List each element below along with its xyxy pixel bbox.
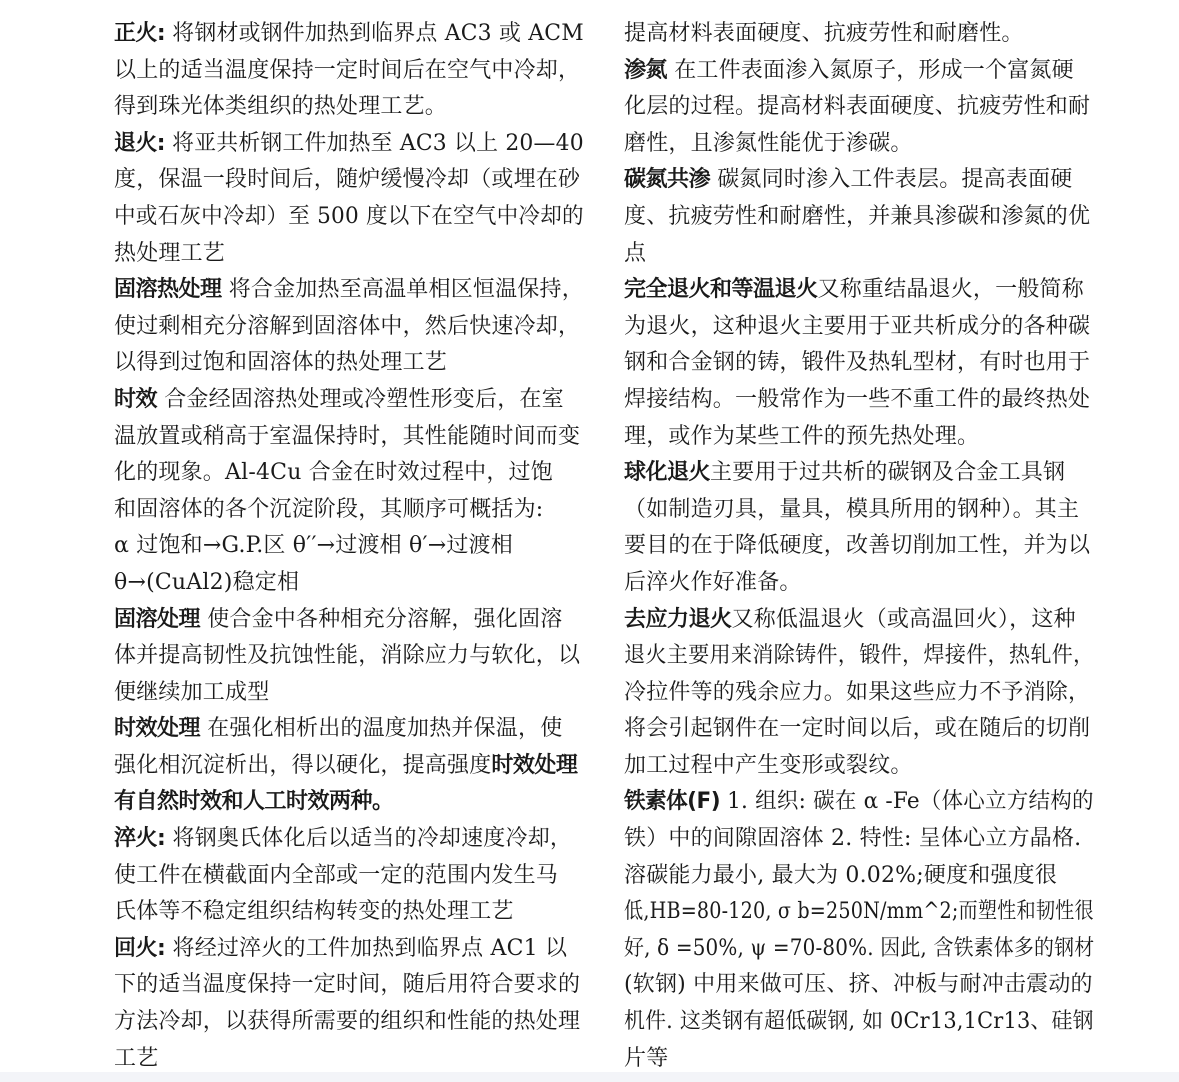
text-line: 热处理工艺 [114,240,226,266]
text-line: 低,HB=80-120, σ b=250N/mm^2;而塑性和韧性很 [624,899,1094,925]
text-line: 提高材料表面硬度、抗疲劳性和耐磨性。 [624,21,1024,46]
text-line: 为退火，这种退火主要用于亚共析成分的各种碳 [624,313,1091,339]
text-line: 氏体等不稳定组织结构转变的热处理工艺 [114,899,514,925]
text-line: 点 [624,240,647,266]
text-line: 冷拉件等的残余应力。如果这些应力不予消除， [624,679,1091,705]
text-line: 溶碳能力最小, 最大为 0.02%;硬度和强度很 [624,862,1058,888]
text-line: 使工件在横截面内全部或一定的范围内发生马 [114,862,559,888]
text-line: 下的适当温度保持一定时间，随后用符合要求的 [114,972,581,998]
text-line: （如制造刃具，量具，模具所用的钢种）。其主 [624,496,1080,522]
text-line: 时效处理 在强化相析出的温度加热并保温，使 [114,716,563,742]
text-line: 得到珠光体类组织的热处理工艺。 [114,94,448,120]
text-line: 退火: 将亚共析钢工件加热至 AC3 以上 20—40 [114,130,584,156]
left-column [114,16,584,1077]
text-line: 焊接结构。一般常作为一些不重工件的最终热处 [624,386,1091,412]
text-line: 球化退火主要用于过共析的碳钢及合金工具钢 [624,460,1066,486]
term-quyingli: 去应力退火 [624,606,732,632]
term-tandan: 碳氮共渗 [624,167,711,193]
term-tuihuo: 退火: [114,130,165,156]
text-line: 淬火: 将钢奥氏体化后以适当的冷却速度冷却， [114,826,573,852]
term-zhenghuo: 正火: [114,21,166,46]
text-line: 化层的过程。提高材料表面硬度、抗疲劳性和耐 [624,94,1091,120]
text-line: 磨性，且渗氮性能优于渗碳。 [624,130,913,156]
text-line: 要目的在于降低硬度，改善切削加工性，并为以 [624,533,1091,559]
term-wanquan: 完全退火和等温退火 [624,277,818,303]
term-gurongrechuli: 固溶热处理 [114,277,222,303]
text-line: 好, δ =50%, ψ =70-80%. 因此, 含铁素体多的钢材 [624,935,1095,961]
text-line: 中或石灰中冷却）至 500 度以下在空气中冷却的 [114,203,584,229]
text-line: 以上的适当温度保持一定时间后在空气中冷却， [114,57,581,83]
text-line: 度、抗疲劳性和耐磨性，并兼具渗碳和渗氮的优 [624,203,1091,229]
text-line: 机件. 这类钢有超低碳钢, 如 0Cr13,1Cr13、硅钢 [624,1009,1094,1035]
text-line: 体并提高韧性及抗蚀性能，消除应力与软化，以 [114,643,581,669]
term-qiuhua: 球化退火 [624,460,711,486]
text-line: 退火主要用来消除铸件，锻件，焊接件，热轧件， [624,643,1095,669]
text-line: 正火: 将钢材或钢件加热到临界点 AC3 或 ACM [114,21,584,46]
text-line: 完全退火和等温退火又称重结晶退火，一般简称 [624,277,1084,303]
text-line: 和固溶体的各个沉淀阶段，其顺序可概括为: [114,496,544,522]
text-line: 回火: 将经过淬火的工件加热到临界点 AC1 以 [114,935,568,961]
text-line-bold: 有自然时效和人工时效两种。 [114,789,394,815]
text-line: 铁）中的间隙固溶体 2. 特性: 呈体心立方晶格. [624,826,1082,852]
text-line: 碳氮共渗 碳氮同时渗入工件表层。提高表面硬 [624,167,1073,193]
text-line: 后淬火作好准备。 [624,569,802,595]
text-line: 强化相沉淀析出，得以硬化，提高强度时效处理 [114,752,578,778]
text-line: 工艺 [114,1045,159,1071]
text-line: 时效 合金经固溶热处理或冷塑性形变后，在室 [114,386,564,412]
text-line: (软钢) 中用来做可压、挤、冲板与耐冲击震动的 [624,972,1093,998]
text-line: 将会引起钢件在一定时间以后，或在随后的切削 [624,716,1091,742]
bold-tail: 时效处理 [491,752,578,778]
term-shendan: 渗氮 [624,57,668,83]
text-line: 以得到过饱和固溶体的热处理工艺 [114,350,448,376]
term-huihuo: 回火: [114,935,166,961]
text-line: θ→(CuAl2)稳定相 [114,569,300,595]
text-line: 方法冷却，以获得所需要的组织和性能的热处理 [114,1009,581,1035]
text-line: 钢和合金钢的铸，锻件及热轧型材，有时也用于 [624,350,1091,376]
text-line: 理，或作为某些工件的预先热处理。 [624,423,980,449]
text-line: 加工过程中产生变形或裂纹。 [624,752,913,778]
term-cuihuo: 淬火: [114,826,166,852]
text-line: 去应力退火又称低温退火（或高温回火），这种 [624,606,1076,632]
text-line: 化的现象。Al-4Cu 合金在时效过程中，过饱 [114,460,553,486]
text-line: 渗氮 在工件表面渗入氮原子，形成一个富氮硬 [624,57,1074,83]
text-line: 铁素体(F) 1. 组织: 碳在 α -Fe（体心立方结构的 [624,789,1094,815]
term-shixiaochuli: 时效处理 [114,716,201,742]
text-line: α 过饱和→G.P.区 θ′′→过渡相 θ′→过渡相 [114,533,513,559]
text-line: 固溶热处理 将合金加热至高温单相区恒温保持， [114,277,584,303]
right-column [624,16,1094,1077]
text-line: 温放置或稍高于室温保持时，其性能随时间而变 [114,423,581,449]
term-shixiao: 时效 [114,386,158,412]
viewer-bottom-strip [0,1072,1179,1082]
text-line: 便继续加工成型 [114,679,270,705]
term-tiesuti: 铁素体(F) [624,789,721,815]
text-line: 度，保温一段时间后，随炉缓慢冷却（或埋在砂 [114,167,581,193]
text-line: 固溶处理 使合金中各种相充分溶解，强化固溶 [114,606,563,632]
text-line: 使过剩相充分溶解到固溶体中，然后快速冷却， [114,313,581,339]
term-gurongchuli: 固溶处理 [114,606,201,632]
text-line: 片等 [624,1045,669,1071]
